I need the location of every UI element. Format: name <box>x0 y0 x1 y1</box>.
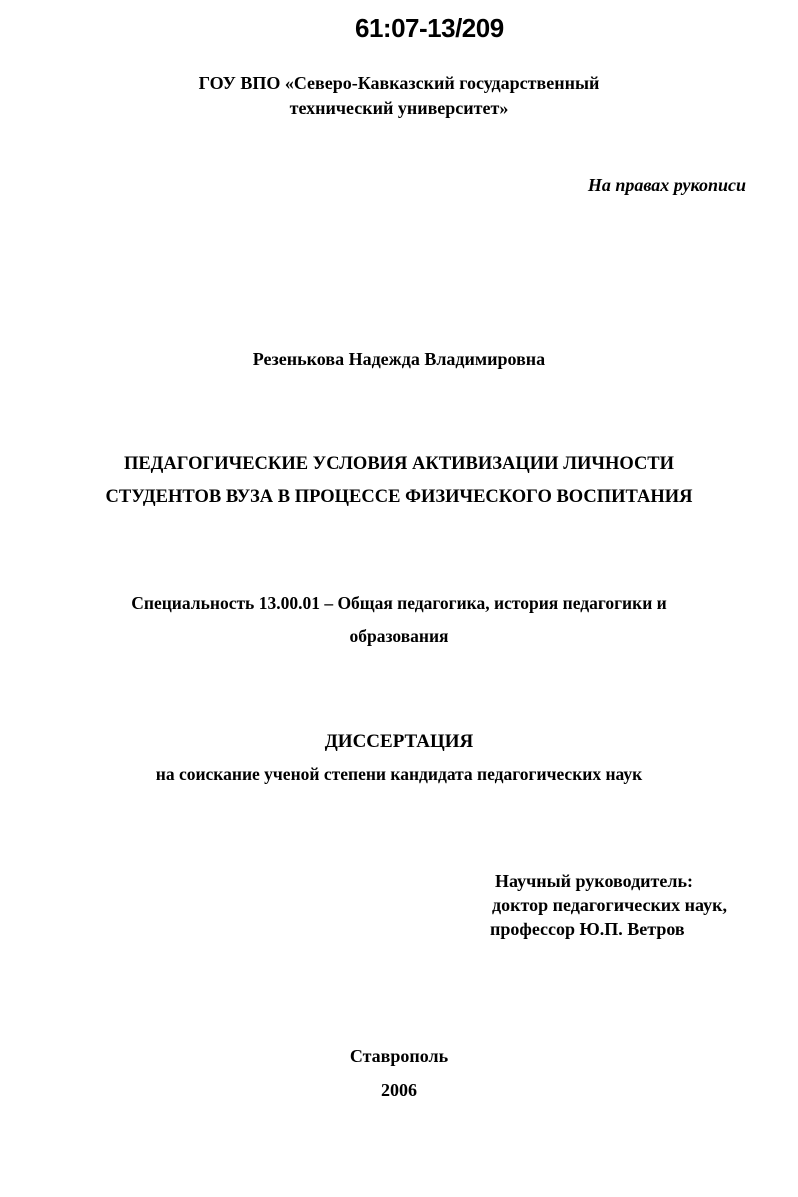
dissertation-title-line-1: ПЕДАГОГИЧЕСКИЕ УСЛОВИЯ АКТИВИЗАЦИИ ЛИЧНОСТИ <box>123 454 675 474</box>
advisor-degree: доктор педагогических наук, <box>492 895 728 915</box>
year: 2006 <box>381 1080 417 1100</box>
city: Ставрополь <box>349 1046 449 1066</box>
specialty-line-2: образования <box>349 626 449 646</box>
organization-line-2: технический университет» <box>289 98 509 118</box>
degree-line: на соискание ученой степени кандидата педагогических наук <box>155 764 643 784</box>
dissertation-heading: ДИССЕРТАЦИЯ <box>324 731 474 752</box>
advisor-name: профессор Ю.П. Ветров <box>490 919 685 939</box>
rights-note: На правах рукописи <box>587 175 746 195</box>
author-name: Резенькова Надежда Владимировна <box>252 349 546 369</box>
organization-line-1: ГОУ ВПО «Северо-Кавказский государственный <box>198 73 600 93</box>
specialty-line-1: Специальность 13.00.01 – Общая педагогика, история педагогики и <box>131 593 667 613</box>
advisor-label: Научный руководитель: <box>495 871 693 891</box>
dissertation-title-line-2: СТУДЕНТОВ ВУЗА В ПРОЦЕССЕ ФИЗИЧЕСКОГО ВОСПИТАНИЯ <box>105 487 693 507</box>
archive-code: 61:07-13/209 <box>355 13 504 43</box>
